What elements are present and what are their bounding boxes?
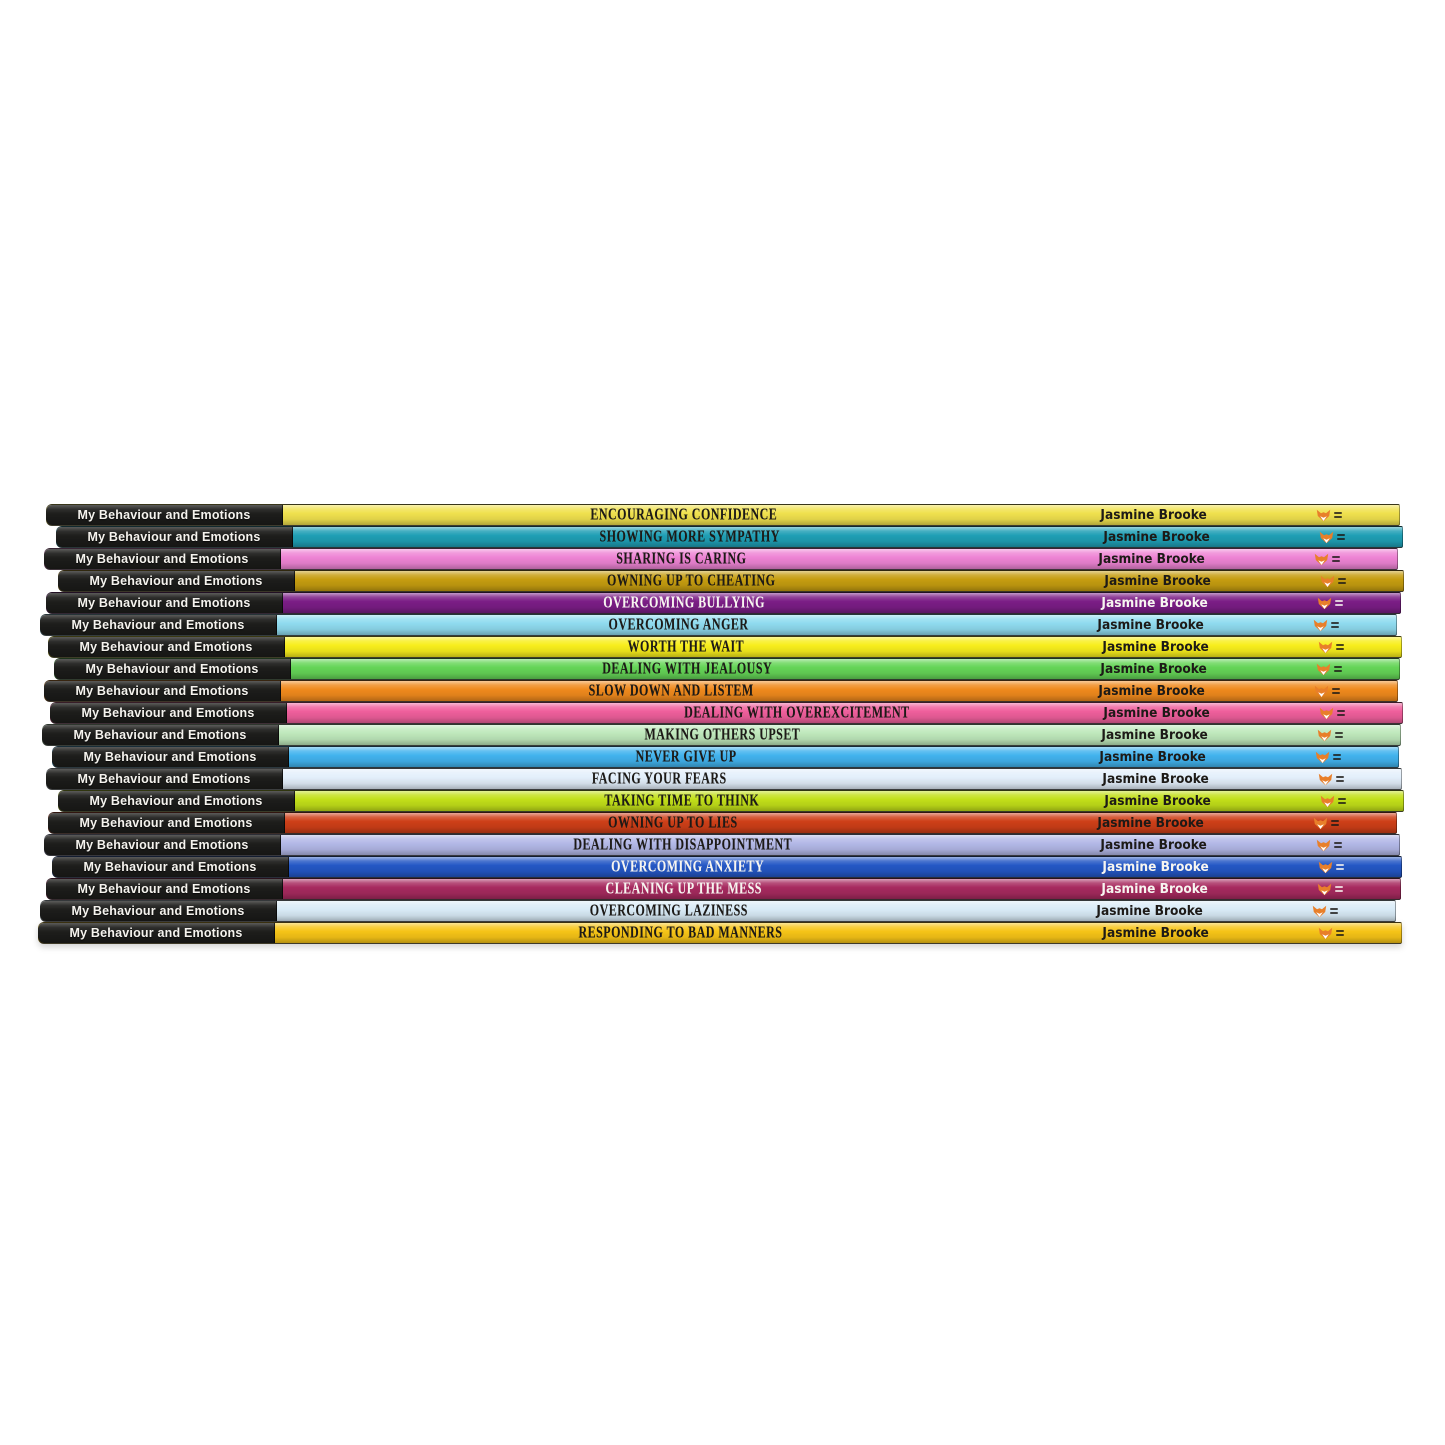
publisher-logotext: [1336, 776, 1344, 782]
series-title: My Behaviour and Emotions: [77, 595, 251, 610]
author-name: Jasmine Brooke: [1101, 595, 1209, 611]
publisher-logo: [1306, 769, 1401, 789]
publisher-logo: [1305, 879, 1400, 899]
publisher-logo: [1306, 923, 1401, 943]
fox-icon: [1314, 553, 1329, 566]
book-spine: [48, 636, 1402, 658]
publisher-logotext: [1332, 556, 1340, 562]
book-title: OWNING UP TO LIES: [608, 813, 738, 832]
book-title: SLOW DOWN AND LISTEM: [588, 681, 755, 700]
book-title: FACING YOUR FEARS: [592, 769, 727, 788]
book-title: NEVER GIVE UP: [635, 747, 737, 766]
author-name: Jasmine Brooke: [1104, 573, 1212, 589]
book-title: DEALING WITH DISAPPOINTMENT: [573, 835, 792, 854]
fox-icon: [1318, 927, 1333, 940]
series-title: My Behaviour and Emotions: [83, 749, 257, 764]
book-spine: [52, 746, 1399, 768]
publisher-logotext: [1334, 512, 1342, 518]
author-name: Jasmine Brooke: [1100, 661, 1208, 677]
author-name: Jasmine Brooke: [1101, 727, 1209, 743]
series-title: My Behaviour and Emotions: [77, 507, 251, 522]
author-name: Jasmine Brooke: [1102, 639, 1210, 655]
book-spine: [46, 768, 1402, 790]
publisher-logotext: [1336, 864, 1344, 870]
book-spine: [42, 724, 1401, 746]
book-title: OWNING UP TO CHEATING: [607, 571, 776, 590]
author-name: Jasmine Brooke: [1103, 529, 1211, 545]
author-name: Jasmine Brooke: [1097, 617, 1205, 633]
fox-icon: [1320, 575, 1335, 588]
series-cap: [44, 681, 281, 701]
author-name: Jasmine Brooke: [1097, 815, 1205, 831]
author-name: Jasmine Brooke: [1100, 507, 1208, 523]
book-title: RESPONDING TO BAD MANNERS: [578, 923, 783, 942]
fox-icon: [1313, 619, 1328, 632]
series-title: My Behaviour and Emotions: [89, 793, 263, 808]
book-title: TAKING TIME TO THINK: [604, 791, 759, 810]
series-cap: [58, 791, 295, 811]
series-cap: [46, 769, 283, 789]
book-spine: [38, 922, 1402, 944]
fox-icon: [1320, 795, 1335, 808]
book-spine-stack: [30, 504, 1415, 944]
publisher-logotext: [1330, 908, 1338, 914]
book-title: MAKING OTHERS UPSET: [644, 725, 800, 744]
publisher-logo: [1307, 703, 1402, 723]
publisher-logo: [1302, 681, 1397, 701]
fox-icon: [1314, 685, 1329, 698]
book-title: CLEANING UP THE MESS: [605, 879, 763, 898]
book-spine: [46, 878, 1401, 900]
author-name: Jasmine Brooke: [1104, 793, 1212, 809]
book-title: OVERCOMING ANXIETY: [610, 857, 764, 876]
book-title: ENCOURAGING CONFIDENCE: [590, 505, 777, 524]
series-title: My Behaviour and Emotions: [73, 727, 247, 742]
series-cap: [46, 505, 283, 525]
publisher-logotext: [1331, 820, 1339, 826]
book-spine: [46, 592, 1401, 614]
author-name: Jasmine Brooke: [1098, 683, 1206, 699]
publisher-logo: [1305, 725, 1400, 745]
series-cap: [56, 527, 293, 547]
book-spine: [58, 570, 1404, 592]
series-cap: [48, 637, 285, 657]
book-title: OVERCOMING ANGER: [608, 615, 750, 634]
series-cap: [46, 879, 283, 899]
series-title: My Behaviour and Emotions: [75, 837, 249, 852]
publisher-logo: [1307, 527, 1402, 547]
series-cap: [50, 703, 287, 723]
publisher-logo: [1301, 615, 1396, 635]
series-cap: [44, 835, 281, 855]
fox-icon: [1313, 817, 1328, 830]
series-cap: [48, 813, 285, 833]
fox-icon: [1318, 641, 1333, 654]
series-cap: [52, 747, 289, 767]
series-cap: [44, 549, 281, 569]
book-spine: [56, 526, 1403, 548]
series-title: My Behaviour and Emotions: [83, 859, 257, 874]
publisher-logo: [1306, 857, 1401, 877]
book-title: DEALING WITH OVEREXCITEMENT: [684, 703, 910, 722]
series-title: My Behaviour and Emotions: [71, 903, 245, 918]
series-cap: [38, 923, 275, 943]
author-name: Jasmine Brooke: [1099, 749, 1207, 765]
author-name: Jasmine Brooke: [1102, 859, 1210, 875]
publisher-logo: [1301, 813, 1396, 833]
series-title: My Behaviour and Emotions: [87, 529, 261, 544]
book-spine: [54, 658, 1400, 680]
book-title: DEALING WITH JEALOUSY: [602, 659, 773, 678]
book-spine: [52, 856, 1402, 878]
publisher-logo: [1306, 637, 1401, 657]
author-name: Jasmine Brooke: [1096, 903, 1204, 919]
publisher-logo: [1308, 791, 1403, 811]
series-title: My Behaviour and Emotions: [69, 925, 243, 940]
series-cap: [58, 571, 295, 591]
publisher-logotext: [1336, 644, 1344, 650]
publisher-logotext: [1335, 886, 1343, 892]
publisher-logotext: [1332, 688, 1340, 694]
book-spine: [44, 834, 1400, 856]
book-spine: [40, 614, 1397, 636]
book-spine: [46, 504, 1400, 526]
series-title: My Behaviour and Emotions: [77, 881, 251, 896]
author-name: Jasmine Brooke: [1098, 551, 1206, 567]
book-title: OVERCOMING BULLYING: [603, 593, 765, 612]
publisher-logotext: [1338, 798, 1346, 804]
book-title: SHOWING MORE SYMPATHY: [599, 527, 781, 546]
fox-icon: [1312, 905, 1327, 918]
fox-icon: [1318, 773, 1333, 786]
fox-icon: [1317, 729, 1332, 742]
publisher-logotext: [1333, 754, 1341, 760]
series-title: My Behaviour and Emotions: [75, 683, 249, 698]
fox-icon: [1319, 531, 1334, 544]
fox-icon: [1318, 861, 1333, 874]
publisher-logo: [1304, 835, 1399, 855]
fox-icon: [1319, 707, 1334, 720]
publisher-logotext: [1338, 578, 1346, 584]
book-spine: [40, 900, 1396, 922]
author-name: Jasmine Brooke: [1102, 925, 1210, 941]
publisher-logo: [1300, 901, 1395, 921]
series-title: My Behaviour and Emotions: [85, 661, 259, 676]
publisher-logotext: [1335, 600, 1343, 606]
book-spine: [50, 702, 1403, 724]
publisher-logo: [1305, 593, 1400, 613]
publisher-logo: [1304, 659, 1399, 679]
author-name: Jasmine Brooke: [1101, 881, 1209, 897]
book-spine: [44, 548, 1398, 570]
series-title: My Behaviour and Emotions: [79, 815, 253, 830]
book-title: SHARING IS CARING: [616, 549, 747, 568]
series-title: My Behaviour and Emotions: [79, 639, 253, 654]
series-cap: [46, 593, 283, 613]
series-cap: [40, 615, 277, 635]
fox-icon: [1316, 509, 1331, 522]
publisher-logo: [1302, 549, 1397, 569]
author-name: Jasmine Brooke: [1103, 705, 1211, 721]
book-spine: [44, 680, 1398, 702]
author-name: Jasmine Brooke: [1102, 771, 1210, 787]
fox-icon: [1317, 883, 1332, 896]
publisher-logotext: [1335, 732, 1343, 738]
series-cap: [42, 725, 279, 745]
series-title: My Behaviour and Emotions: [75, 551, 249, 566]
fox-icon: [1316, 839, 1331, 852]
fox-icon: [1315, 751, 1330, 764]
publisher-logotext: [1337, 534, 1345, 540]
book-spine: [48, 812, 1397, 834]
publisher-logo: [1308, 571, 1403, 591]
series-title: My Behaviour and Emotions: [77, 771, 251, 786]
fox-icon: [1316, 663, 1331, 676]
series-cap: [54, 659, 291, 679]
publisher-logotext: [1336, 930, 1344, 936]
series-cap: [40, 901, 277, 921]
book-title: OVERCOMING LAZINESS: [589, 901, 748, 920]
series-title: My Behaviour and Emotions: [89, 573, 263, 588]
series-cap: [52, 857, 289, 877]
author-name: Jasmine Brooke: [1100, 837, 1208, 853]
fox-icon: [1317, 597, 1332, 610]
publisher-logo: [1304, 505, 1399, 525]
publisher-logotext: [1331, 622, 1339, 628]
publisher-logotext: [1337, 710, 1345, 716]
book-title: WORTH THE WAIT: [627, 637, 744, 656]
book-spine: [58, 790, 1404, 812]
publisher-logo: [1303, 747, 1398, 767]
publisher-logotext: [1334, 842, 1342, 848]
series-title: My Behaviour and Emotions: [81, 705, 255, 720]
publisher-logotext: [1334, 666, 1342, 672]
series-title: My Behaviour and Emotions: [71, 617, 245, 632]
